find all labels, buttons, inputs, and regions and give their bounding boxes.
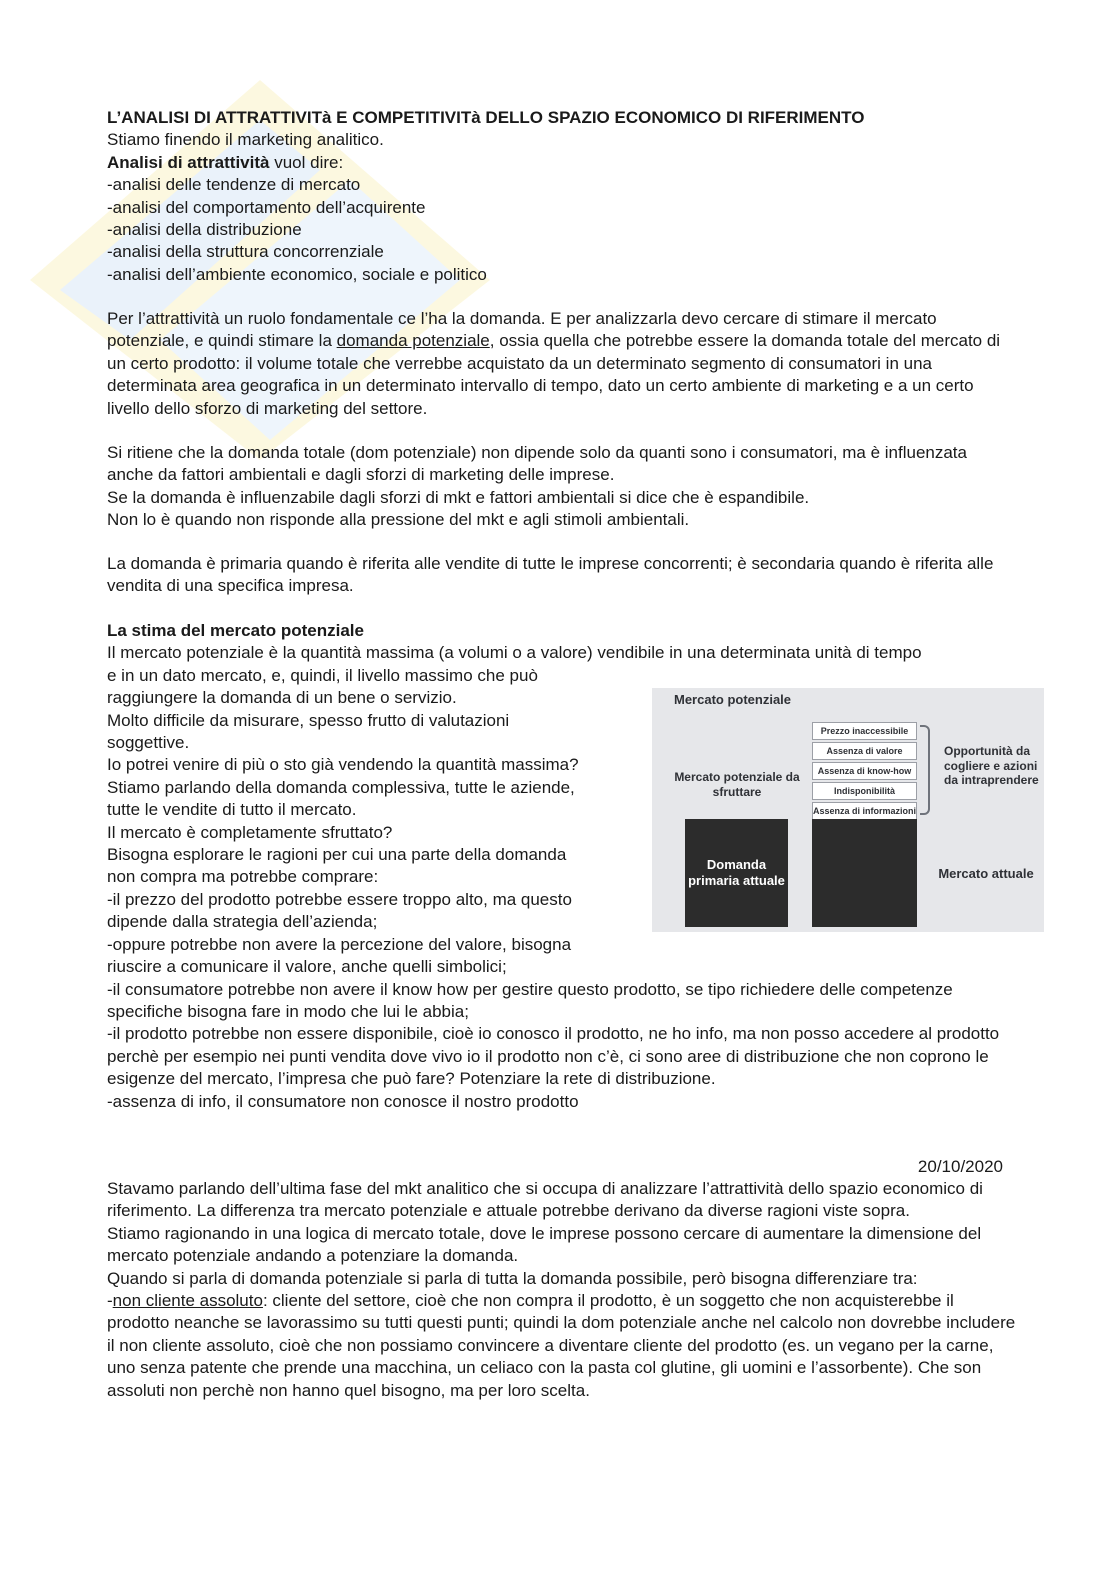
brace-icon <box>920 725 930 815</box>
stack-item: Assenza di informazioni <box>812 802 917 820</box>
figure-left-label: Mercato potenziale da sfruttare <box>674 770 800 799</box>
intro-section <box>107 107 1007 286</box>
paragraph-line: non compra ma potrebbe comprare: <box>107 867 379 887</box>
domanda-primaria-block <box>685 819 788 927</box>
paragraph-line: Il mercato è completamente sfruttato? <box>107 822 393 842</box>
intro-line: Stiamo finendo il marketing analitico. <box>107 130 384 150</box>
part2-section <box>107 1178 1017 1402</box>
attrattivita-rest: vuol dire: <box>269 152 344 172</box>
stack-item: Indisponibilità <box>812 782 917 800</box>
dash: - <box>107 1291 113 1311</box>
domanda-potenziale-term: domanda potenziale <box>336 331 490 351</box>
list-item: -il prodotto potrebbe non essere disponibile, cioè io conosco il prodotto, ne ho info, ma non posso accedere al prodotto perchè per esempio nei punti vendita dove vivo io il prodotto non c’è, ci sono aree di distribuzione che non coprono le esigenze del mercato, l’impresa che può fare? Potenziare la rete di distribuzione. <box>107 1024 1000 1089</box>
paragraph-line: soggettive. <box>107 733 190 753</box>
domanda-primaria-label: Domanda primaria attuale <box>688 857 785 888</box>
list-item: -analisi della distribuzione <box>107 220 302 240</box>
paragraph-domanda <box>107 308 1007 420</box>
stack-item: Prezzo inaccessibile <box>812 722 917 740</box>
list-item: -assenza di info, il consumatore non conosce il nostro prodotto <box>107 1091 579 1111</box>
non-cliente-item <box>107 1290 1017 1402</box>
paragraph-line: Stiamo parlando della domanda complessiva, tutte le aziende, <box>107 777 575 797</box>
paragraph-text: Quando si parla di domanda potenziale si parla di tutta la domanda possibile, però bisogna differenziare tra: <box>107 1268 918 1288</box>
narrow-text-column <box>107 665 637 979</box>
gap-reasons-stack <box>812 722 917 822</box>
paragraph-totale <box>107 442 1007 532</box>
date-stamp: 20/10/2020 <box>917 1157 1003 1176</box>
list-item: -analisi della struttura concorrenziale <box>107 242 384 262</box>
paragraph-line: tutte le vendite di tutto il mercato. <box>107 800 357 820</box>
paragraph-line: Il mercato potenziale è la quantità massima (a volumi o a valore) vendibile in una determinata unità di tempo <box>107 643 922 663</box>
paragraph-text: : cliente del settore, cioè che non compra il prodotto, è un soggetto che non acquisterebbe il prodotto neanche se lavorassimo su tutti questi punti; quindi la dom potenziale anche nel calcolo non dovrebbe includere il non cliente assoluto, cioè che non possiamo convincere a diventare cliente del prodotto (es. un vegano per la carne, uno senza patente che prende una macchina, un celiaco con la pasta col glutine, gli uomini e l’assorbente). Che son assoluti non perchè non hanno quel bisogno, ma per loro scelta. <box>107 1291 1016 1400</box>
figure-title: Mercato potenziale <box>674 692 792 707</box>
list-item: -analisi dell’ambiente economico, sociale e politico <box>107 264 487 284</box>
paragraph-text: La domanda è primaria quando è riferita alle vendite di tutte le imprese concorrenti; è secondaria quando è riferita alle vendita di una specifica impresa. <box>107 554 994 596</box>
paragraph-line: -il prezzo del prodotto potrebbe essere troppo alto, ma questo <box>107 889 572 909</box>
paragraph-line: Bisogna esplorare le ragioni per cui una parte della domanda <box>107 845 567 865</box>
list-item: -analisi del comportamento dell’acquirente <box>107 197 426 217</box>
paragraph-line: Io potrei venire di più o sto già vendendo la quantità massima? <box>107 755 579 775</box>
paragraph-line: dipende dalla strategia dell’azienda; <box>107 912 378 932</box>
paragraph-text: , ossia quella che potrebbe essere la domanda totale del mercato di un certo prodotto: il volume totale che verrebbe acquistato da un determinato segmento di consumatori in una determinata area geografica in un determinato intervallo di tempo, dato un certo ambiente di marketing e a un certo livello dello sforzo di marketing del settore. <box>107 331 1001 418</box>
figure-right-label: Opportunità da cogliere e azioni da intraprendere <box>944 744 1039 787</box>
paragraph-primaria <box>107 553 1007 598</box>
paragraph-line: Si ritiene che la domanda totale (dom potenziale) non dipende solo da quanti sono i consumatori, ma è influenzata anche da fattori ambientali e dagli sforzi di marketing delle imprese. <box>107 443 967 485</box>
section-heading: La stima del mercato potenziale <box>107 621 364 640</box>
paragraph-line: -oppure potrebbe non avere la percezione del valore, bisogna <box>107 934 572 954</box>
paragraph-text: Stavamo parlando dell’ultima fase del mkt analitico che si occupa di analizzare l’attrattività dello spazio economico di riferimento. La differenza tra mercato potenziale e attuale potrebbe derivano da diverse ragioni viste sopra. <box>107 1179 983 1221</box>
stack-item: Assenza di valore <box>812 742 917 760</box>
paragraph-text: Per l’attrattività un ruolo fondamentale ce l’ha la domanda. E per analizzarla devo cercare di stimare il mercato potenziale, e quindi stimare la <box>107 309 937 351</box>
list-item: -il consumatore potrebbe non avere il know how per gestire questo prodotto, se tipo richiedere delle competenze specifiche bisogna fare in modo che lui le abbia; <box>107 979 953 1021</box>
paragraph-text: Stiamo ragionando in una logica di mercato totale, dove le imprese possono cercare di aumentare la dimensione del mercato potenziale andando a potenziare la domanda. <box>107 1223 982 1266</box>
paragraph-line: Molto difficile da misurare, spesso frutto di valutazioni <box>107 710 510 730</box>
stack-item: Assenza di know-how <box>812 762 917 780</box>
mercato-attuale-label: Mercato attuale <box>938 866 1034 881</box>
non-cliente-term: non cliente assoluto <box>112 1291 263 1311</box>
mercato-potenziale-figure <box>652 688 1044 932</box>
list-item: -analisi delle tendenze di mercato <box>107 175 361 195</box>
paragraph-line: riuscire a comunicare il valore, anche quelli simbolici; <box>107 957 507 977</box>
attrattivita-term: Analisi di attrattività <box>107 152 270 172</box>
paragraph-line: e in un dato mercato, e, quindi, il livello massimo che può <box>107 665 538 685</box>
page-title: L’ANALISI DI ATTRATTIVITà E COMPETITIVITà DELLO SPAZIO ECONOMICO DI RIFERIMENTO <box>107 108 865 127</box>
attrattivita-definition <box>107 152 1007 174</box>
paragraph-line: raggiungere la domanda di un bene o servizio. <box>107 688 457 708</box>
paragraph-line: Se la domanda è influenzabile dagli sforzi di mkt e fattori ambientali si dice che è espandibile. <box>107 487 810 507</box>
mercato-attuale-block <box>812 819 917 927</box>
paragraph-line: Non lo è quando non risponde alla pressione del mkt e agli stimoli ambientali. <box>107 510 690 530</box>
